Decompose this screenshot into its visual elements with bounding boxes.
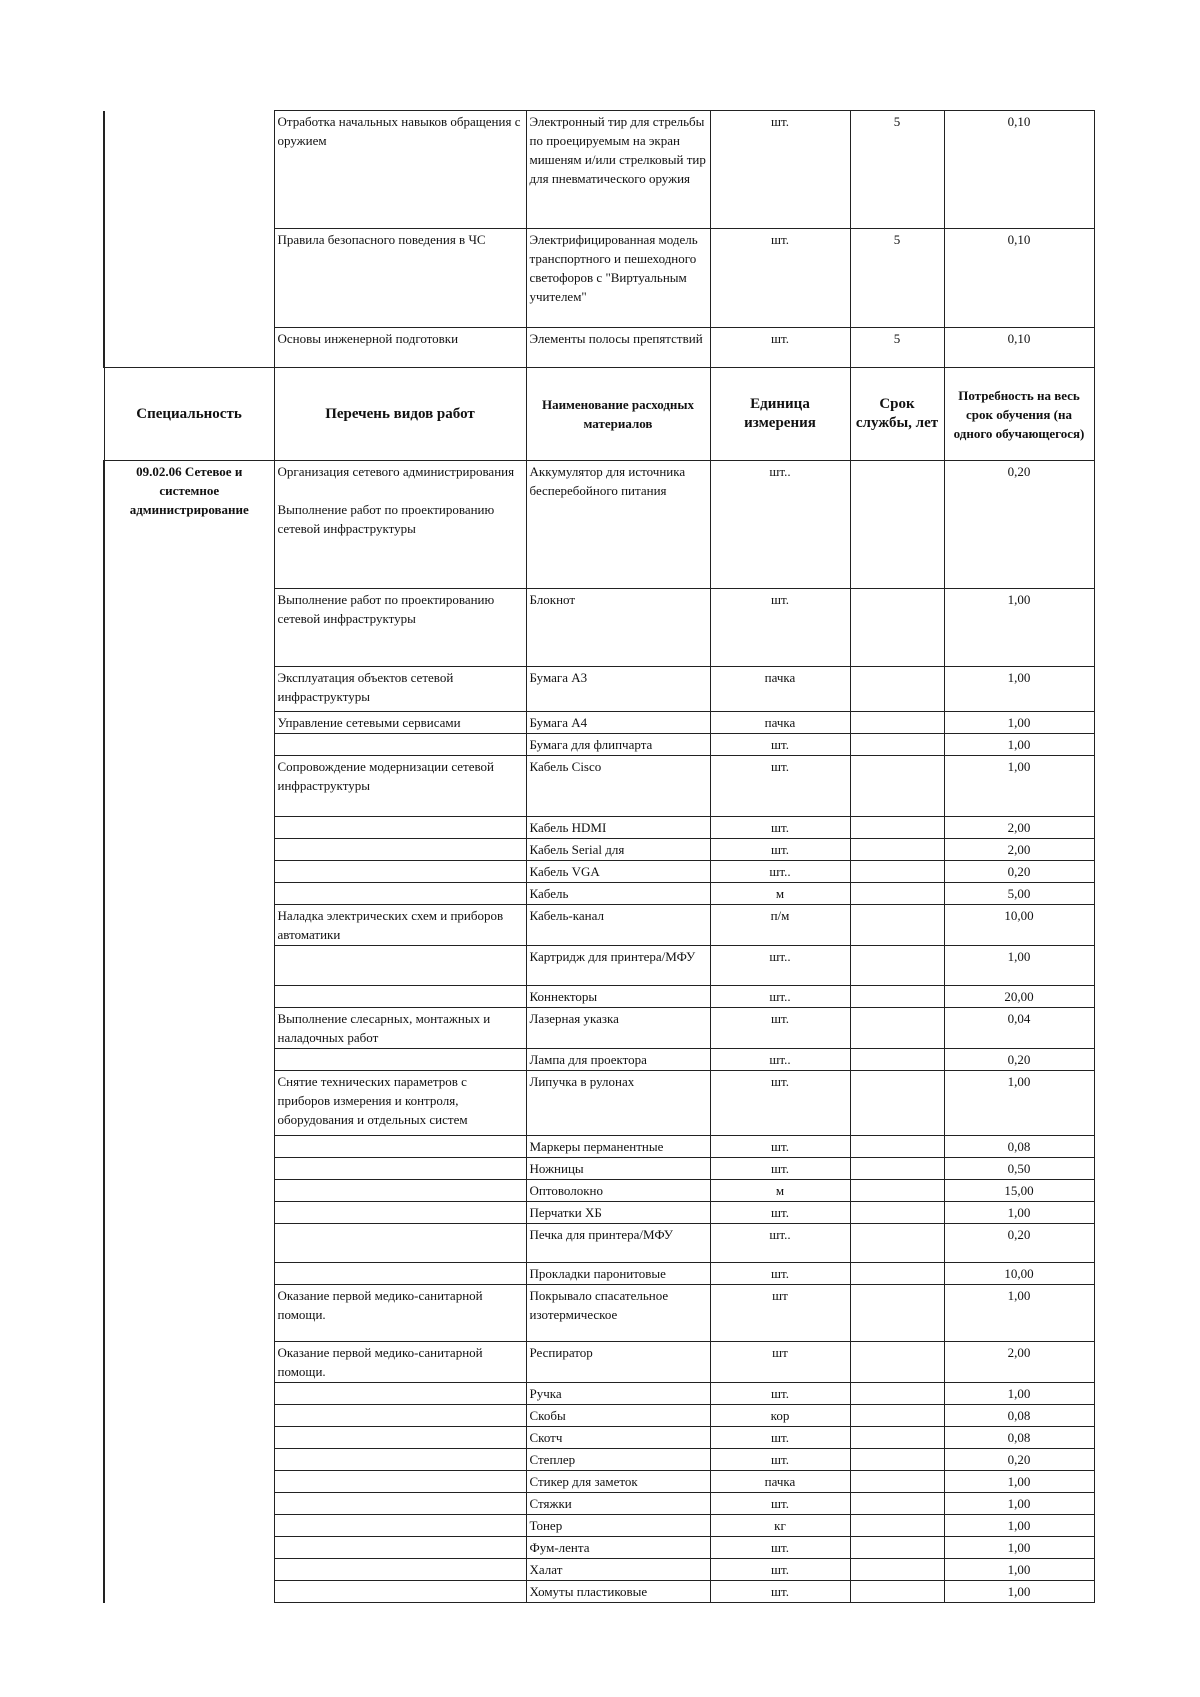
need-cell: 1,00 — [944, 1202, 1094, 1224]
life-cell — [850, 1202, 944, 1224]
unit-cell: шт. — [710, 839, 850, 861]
specialty-cell-empty — [104, 1224, 274, 1263]
work-cell — [274, 1136, 526, 1158]
specialty-cell-empty — [104, 667, 274, 712]
work-text-secondary: Выполнение работ по проектированию сетевой инфраструктуры — [277, 502, 495, 536]
work-cell — [274, 1427, 526, 1449]
need-cell: 0,10 — [944, 328, 1094, 368]
material-cell: Ножницы — [526, 1158, 710, 1180]
material-cell: Элементы полосы препятствий — [526, 328, 710, 368]
unit-cell: шт. — [710, 1136, 850, 1158]
need-cell: 1,00 — [944, 1493, 1094, 1515]
life-cell — [850, 1158, 944, 1180]
material-cell: Тонер — [526, 1515, 710, 1537]
material-cell: Оптоволокно — [526, 1180, 710, 1202]
need-cell: 1,00 — [944, 1537, 1094, 1559]
header-specialty: Специальность — [104, 368, 274, 461]
unit-cell: пачка — [710, 667, 850, 712]
life-cell — [850, 1493, 944, 1515]
work-cell: Основы инженерной подготовки — [274, 328, 526, 368]
material-cell: Стяжки — [526, 1493, 710, 1515]
work-cell — [274, 1537, 526, 1559]
unit-cell: м — [710, 1180, 850, 1202]
specialty-cell-empty — [104, 1405, 274, 1427]
table-row — [104, 756, 1094, 817]
material-cell: Кабель-канал — [526, 905, 710, 946]
unit-cell: кор — [710, 1405, 850, 1427]
need-cell: 15,00 — [944, 1180, 1094, 1202]
unit-cell: пачка — [710, 712, 850, 734]
table-row — [104, 946, 1094, 986]
table-row — [104, 1342, 1094, 1383]
life-cell — [850, 734, 944, 756]
unit-cell: шт. — [710, 1263, 850, 1285]
life-cell — [850, 1263, 944, 1285]
material-cell: Лазерная указка — [526, 1008, 710, 1049]
need-cell: 0,20 — [944, 861, 1094, 883]
unit-cell: шт. — [710, 1581, 850, 1603]
material-cell: Печка для принтера/МФУ — [526, 1224, 710, 1263]
work-cell — [274, 839, 526, 861]
specialty-cell-empty — [104, 1471, 274, 1493]
need-cell: 1,00 — [944, 589, 1094, 667]
specialty-cell-empty — [104, 883, 274, 905]
specialty-cell-empty — [104, 1180, 274, 1202]
specialty-cell-empty — [104, 861, 274, 883]
specialty-cell-empty — [104, 1427, 274, 1449]
table-row — [104, 905, 1094, 946]
life-cell: 5 — [850, 229, 944, 328]
table-row — [104, 1202, 1094, 1224]
material-cell: Электрифицированная модель транспортного и пешеходного светофоров с "Виртуальным учителем" — [526, 229, 710, 328]
unit-cell: шт.. — [710, 986, 850, 1008]
specialty-cell-empty — [104, 1559, 274, 1581]
material-cell: Кабель Serial для — [526, 839, 710, 861]
unit-cell: шт. — [710, 1383, 850, 1405]
specialty-cell-empty — [104, 1449, 274, 1471]
unit-cell: шт. — [710, 817, 850, 839]
table-row — [104, 1427, 1094, 1449]
work-cell — [274, 1559, 526, 1581]
unit-cell: шт.. — [710, 1224, 850, 1263]
work-cell: Сопровождение модернизации сетевой инфраструктуры — [274, 756, 526, 817]
need-cell: 1,00 — [944, 667, 1094, 712]
life-cell — [850, 839, 944, 861]
life-cell — [850, 1581, 944, 1603]
table-row — [104, 1285, 1094, 1342]
life-cell — [850, 1285, 944, 1342]
work-cell — [274, 1383, 526, 1405]
need-cell: 2,00 — [944, 839, 1094, 861]
specialty-cell-empty — [104, 1263, 274, 1285]
work-cell — [274, 1493, 526, 1515]
specialty-cell-empty — [104, 905, 274, 946]
unit-cell: шт. — [710, 756, 850, 817]
material-cell: Картридж для принтера/МФУ — [526, 946, 710, 986]
table-row — [104, 1405, 1094, 1427]
table-row — [104, 839, 1094, 861]
material-cell: Халат — [526, 1559, 710, 1581]
life-cell — [850, 1405, 944, 1427]
table-row — [104, 111, 1094, 229]
unit-cell: шт. — [710, 1008, 850, 1049]
need-cell: 1,00 — [944, 1071, 1094, 1136]
need-cell: 0,20 — [944, 461, 1094, 589]
unit-cell: шт.. — [710, 946, 850, 986]
work-cell — [274, 817, 526, 839]
materials-table — [103, 110, 1095, 1603]
unit-cell: шт. — [710, 1071, 850, 1136]
header-need: Потребность на весь срок обучения (на одного обучающегося) — [944, 368, 1094, 461]
life-cell — [850, 1342, 944, 1383]
unit-cell: шт. — [710, 111, 850, 229]
unit-cell: пачка — [710, 1471, 850, 1493]
unit-cell: шт. — [710, 1202, 850, 1224]
work-cell — [274, 861, 526, 883]
life-cell: 5 — [850, 111, 944, 229]
header-work-list: Перечень видов работ — [274, 368, 526, 461]
table-row — [104, 1449, 1094, 1471]
need-cell: 1,00 — [944, 946, 1094, 986]
table-row — [104, 1071, 1094, 1136]
work-cell: Наладка электрических схем и приборов автоматики — [274, 905, 526, 946]
specialty-cell-empty — [104, 734, 274, 756]
need-cell: 1,00 — [944, 1285, 1094, 1342]
specialty-cell-empty — [104, 1049, 274, 1071]
need-cell: 0,20 — [944, 1449, 1094, 1471]
need-cell: 1,00 — [944, 1581, 1094, 1603]
material-cell: Маркеры перманентные — [526, 1136, 710, 1158]
specialty-cell-empty — [104, 1202, 274, 1224]
specialty-cell-empty — [104, 589, 274, 667]
table-row — [104, 986, 1094, 1008]
header-material: Наименование расходных материалов — [526, 368, 710, 461]
work-cell — [274, 1449, 526, 1471]
work-cell: Выполнение слесарных, монтажных и наладочных работ — [274, 1008, 526, 1049]
specialty-cell-empty — [104, 1493, 274, 1515]
material-cell: Кабель — [526, 883, 710, 905]
specialty-cell-empty — [104, 1158, 274, 1180]
header-service-life: Срок службы, лет — [850, 368, 944, 461]
life-cell — [850, 1071, 944, 1136]
life-cell — [850, 905, 944, 946]
specialty-cell-empty — [104, 839, 274, 861]
unit-cell: шт. — [710, 328, 850, 368]
specialty-cell-empty — [104, 229, 274, 328]
material-cell: Кабель HDMI — [526, 817, 710, 839]
specialty-cell-empty — [104, 1581, 274, 1603]
table-row — [104, 328, 1094, 368]
material-cell: Коннекторы — [526, 986, 710, 1008]
table-row — [104, 1471, 1094, 1493]
material-cell: Бумага для флипчарта — [526, 734, 710, 756]
unit-cell: шт.. — [710, 461, 850, 589]
material-cell: Прокладки паронитовые — [526, 1263, 710, 1285]
table-row — [104, 667, 1094, 712]
work-cell: Выполнение работ по проектированию сетевой инфраструктуры — [274, 589, 526, 667]
table-row — [104, 1008, 1094, 1049]
material-cell: Липучка в рулонах — [526, 1071, 710, 1136]
unit-cell: шт. — [710, 1158, 850, 1180]
header-unit: Единица измерения — [710, 368, 850, 461]
life-cell — [850, 1427, 944, 1449]
material-cell: Скобы — [526, 1405, 710, 1427]
unit-cell: шт. — [710, 229, 850, 328]
need-cell: 0,50 — [944, 1158, 1094, 1180]
work-cell — [274, 1515, 526, 1537]
specialty-cell-empty — [104, 1285, 274, 1342]
material-cell: Степлер — [526, 1449, 710, 1471]
life-cell — [850, 712, 944, 734]
unit-cell: шт. — [710, 1493, 850, 1515]
table-row — [104, 1158, 1094, 1180]
need-cell: 1,00 — [944, 712, 1094, 734]
material-cell: Покрывало спасательное изотермическое — [526, 1285, 710, 1342]
work-cell — [274, 946, 526, 986]
specialty-name: 09.02.06 Сетевое и системное администрирование — [104, 461, 274, 589]
material-cell: Кабель VGA — [526, 861, 710, 883]
table-row — [104, 1263, 1094, 1285]
work-cell — [274, 883, 526, 905]
need-cell: 0,08 — [944, 1136, 1094, 1158]
specialty-cell-empty — [104, 1008, 274, 1049]
table-row — [104, 1559, 1094, 1581]
table-row — [104, 1581, 1094, 1603]
need-cell: 0,10 — [944, 111, 1094, 229]
need-cell: 2,00 — [944, 1342, 1094, 1383]
work-cell — [274, 1202, 526, 1224]
specialty-cell-empty — [104, 1342, 274, 1383]
material-cell: Аккумулятор для источника бесперебойного питания — [526, 461, 710, 589]
unit-cell: шт. — [710, 1449, 850, 1471]
material-cell: Лампа для проектора — [526, 1049, 710, 1071]
need-cell: 10,00 — [944, 905, 1094, 946]
work-cell — [274, 1049, 526, 1071]
work-cell — [274, 734, 526, 756]
table-row — [104, 1493, 1094, 1515]
specialty-cell-empty — [104, 1537, 274, 1559]
life-cell — [850, 1224, 944, 1263]
life-cell: 5 — [850, 328, 944, 368]
work-cell — [274, 1263, 526, 1285]
need-cell: 0,20 — [944, 1049, 1094, 1071]
life-cell — [850, 1008, 944, 1049]
need-cell: 1,00 — [944, 734, 1094, 756]
material-cell: Скотч — [526, 1427, 710, 1449]
material-cell: Хомуты пластиковые — [526, 1581, 710, 1603]
specialty-cell-empty — [104, 1515, 274, 1537]
table-row — [104, 1224, 1094, 1263]
unit-cell: кг — [710, 1515, 850, 1537]
life-cell — [850, 1136, 944, 1158]
life-cell — [850, 861, 944, 883]
work-cell: Оказание первой медико-санитарной помощи. — [274, 1285, 526, 1342]
work-cell — [274, 1581, 526, 1603]
life-cell — [850, 1449, 944, 1471]
need-cell: 1,00 — [944, 1515, 1094, 1537]
life-cell — [850, 883, 944, 905]
table-row — [104, 883, 1094, 905]
need-cell: 1,00 — [944, 1383, 1094, 1405]
unit-cell: шт.. — [710, 861, 850, 883]
life-cell — [850, 1471, 944, 1493]
material-cell: Бумага А3 — [526, 667, 710, 712]
unit-cell: п/м — [710, 905, 850, 946]
work-cell — [274, 1180, 526, 1202]
specialty-cell-empty — [104, 1383, 274, 1405]
material-cell: Респиратор — [526, 1342, 710, 1383]
unit-cell: м — [710, 883, 850, 905]
work-text: Организация сетевого администрирования — [277, 464, 515, 479]
life-cell — [850, 1049, 944, 1071]
specialty-cell-empty — [104, 1071, 274, 1136]
work-cell — [274, 1158, 526, 1180]
work-cell: Оказание первой медико-санитарной помощи. — [274, 1342, 526, 1383]
life-cell — [850, 1383, 944, 1405]
life-cell — [850, 817, 944, 839]
work-cell: Эксплуатация объектов сетевой инфраструктуры — [274, 667, 526, 712]
unit-cell: шт — [710, 1285, 850, 1342]
table-row — [104, 1515, 1094, 1537]
material-cell: Фум-лента — [526, 1537, 710, 1559]
unit-cell: шт. — [710, 734, 850, 756]
unit-cell: шт — [710, 1342, 850, 1383]
work-cell — [274, 986, 526, 1008]
unit-cell: шт.. — [710, 1049, 850, 1071]
need-cell: 0,08 — [944, 1427, 1094, 1449]
need-cell: 1,00 — [944, 756, 1094, 817]
need-cell: 0,08 — [944, 1405, 1094, 1427]
table-row — [104, 1136, 1094, 1158]
table-row — [104, 1180, 1094, 1202]
need-cell: 0,20 — [944, 1224, 1094, 1263]
life-cell — [850, 986, 944, 1008]
life-cell — [850, 1515, 944, 1537]
need-cell: 0,04 — [944, 1008, 1094, 1049]
material-cell: Блокнот — [526, 589, 710, 667]
life-cell — [850, 667, 944, 712]
specialty-cell-empty — [104, 986, 274, 1008]
unit-cell: шт. — [710, 1559, 850, 1581]
need-cell: 1,00 — [944, 1471, 1094, 1493]
life-cell — [850, 1180, 944, 1202]
table-row — [104, 1537, 1094, 1559]
specialty-cell-empty — [104, 946, 274, 986]
need-cell: 10,00 — [944, 1263, 1094, 1285]
table-row — [104, 461, 1094, 589]
material-cell: Стикер для заметок — [526, 1471, 710, 1493]
material-cell: Ручка — [526, 1383, 710, 1405]
material-cell: Кабель Cisco — [526, 756, 710, 817]
work-cell: Снятие технических параметров с приборов измерения и контроля, оборудования и отдельных систем — [274, 1071, 526, 1136]
work-cell — [274, 461, 526, 589]
table-row — [104, 734, 1094, 756]
table-row — [104, 817, 1094, 839]
material-cell: Бумага А4 — [526, 712, 710, 734]
specialty-cell-empty — [104, 111, 274, 229]
unit-cell: шт. — [710, 1537, 850, 1559]
specialty-cell-empty — [104, 712, 274, 734]
life-cell — [850, 589, 944, 667]
table-row — [104, 1049, 1094, 1071]
work-cell: Правила безопасного поведения в ЧС — [274, 229, 526, 328]
life-cell — [850, 461, 944, 589]
need-cell: 5,00 — [944, 883, 1094, 905]
need-cell: 1,00 — [944, 1559, 1094, 1581]
specialty-cell-empty — [104, 1136, 274, 1158]
life-cell — [850, 1537, 944, 1559]
work-cell: Отработка начальных навыков обращения с оружием — [274, 111, 526, 229]
specialty-cell-empty — [104, 328, 274, 368]
life-cell — [850, 1559, 944, 1581]
table-row — [104, 1383, 1094, 1405]
table-header-row — [104, 368, 1094, 461]
work-cell: Управление сетевыми сервисами — [274, 712, 526, 734]
unit-cell: шт. — [710, 1427, 850, 1449]
work-cell — [274, 1224, 526, 1263]
table-row — [104, 229, 1094, 328]
work-cell — [274, 1405, 526, 1427]
need-cell: 0,10 — [944, 229, 1094, 328]
table-row — [104, 712, 1094, 734]
material-cell: Перчатки ХБ — [526, 1202, 710, 1224]
work-cell — [274, 1471, 526, 1493]
life-cell — [850, 946, 944, 986]
need-cell: 2,00 — [944, 817, 1094, 839]
table-row — [104, 861, 1094, 883]
specialty-cell-empty — [104, 756, 274, 817]
unit-cell: шт. — [710, 589, 850, 667]
table-row — [104, 589, 1094, 667]
life-cell — [850, 756, 944, 817]
rows-body — [104, 589, 1094, 1603]
need-cell: 20,00 — [944, 986, 1094, 1008]
specialty-cell-empty — [104, 817, 274, 839]
material-cell: Электронный тир для стрельбы по проецируемым на экран мишеням и/или стрелковый тир для пневматического оружия — [526, 111, 710, 229]
